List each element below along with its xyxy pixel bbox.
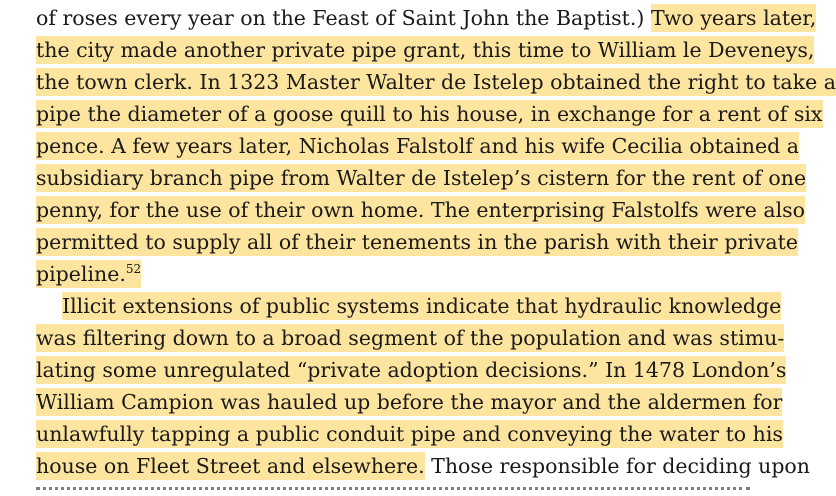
highlighted-text: William Campion was hauled up before the mayor and the aldermen for bbox=[36, 390, 783, 414]
text-line bbox=[36, 226, 798, 258]
highlighted-text: was filtering down to a broad segment of the population and was stimu- bbox=[36, 326, 785, 350]
highlighted-text: house on Fleet Street and elsewhere. bbox=[36, 454, 425, 478]
clipped-glyph-tops bbox=[36, 487, 750, 496]
text-line bbox=[36, 450, 810, 482]
pipeline-word: pipeline. bbox=[36, 262, 126, 286]
highlighted-text: permitted to supply all of their tenements in the parish with their private bbox=[36, 230, 798, 254]
highlighted-text: lating some unregulated “private adoption decisions.” In 1478 London’s bbox=[36, 358, 787, 382]
text-line bbox=[36, 354, 787, 386]
text-line bbox=[36, 418, 783, 450]
text-line bbox=[62, 290, 782, 322]
footnote-marker[interactable]: 52 bbox=[125, 262, 142, 277]
text-line bbox=[36, 2, 817, 34]
plain-text: of roses every year on the Feast of Saint John the Baptist.) bbox=[36, 6, 645, 30]
highlighted-text: the town clerk. In 1323 Master Walter de Istelep obtained the right to take a bbox=[36, 70, 836, 94]
text-line bbox=[36, 66, 836, 98]
highlighted-text: Two years later, bbox=[650, 6, 817, 30]
text-line bbox=[36, 258, 750, 290]
highlighted-text: unlawfully tapping a public conduit pipe and conveying the water to his bbox=[36, 422, 783, 446]
text-line bbox=[36, 194, 805, 226]
plain-text: Those responsible for deciding upon bbox=[431, 454, 810, 478]
text-line bbox=[36, 98, 823, 130]
highlighted-text: pipe the diameter of a goose quill to his house, in exchange for a rent of six bbox=[36, 102, 823, 126]
text-line bbox=[36, 322, 785, 354]
highlighted-text: pence. A few years later, Nicholas Falstolf and his wife Cecilia obtained a bbox=[36, 134, 799, 158]
text-line bbox=[36, 386, 783, 418]
text-line bbox=[36, 130, 799, 162]
highlighted-text: Illicit extensions of public systems indicate that hydraulic knowledge bbox=[62, 294, 782, 318]
highlighted-text: penny, for the use of their own home. The enterprising Falstolfs were also bbox=[36, 198, 805, 222]
cut-off-text-line bbox=[36, 484, 750, 492]
highlighted-text bbox=[36, 260, 141, 288]
highlighted-text: the city made another private pipe grant, this time to William le Deveneys, bbox=[36, 38, 815, 62]
text-line bbox=[36, 34, 815, 66]
highlighted-text: subsidiary branch pipe from Walter de Istelep’s cistern for the rent of one bbox=[36, 166, 807, 190]
text-line bbox=[36, 162, 807, 194]
